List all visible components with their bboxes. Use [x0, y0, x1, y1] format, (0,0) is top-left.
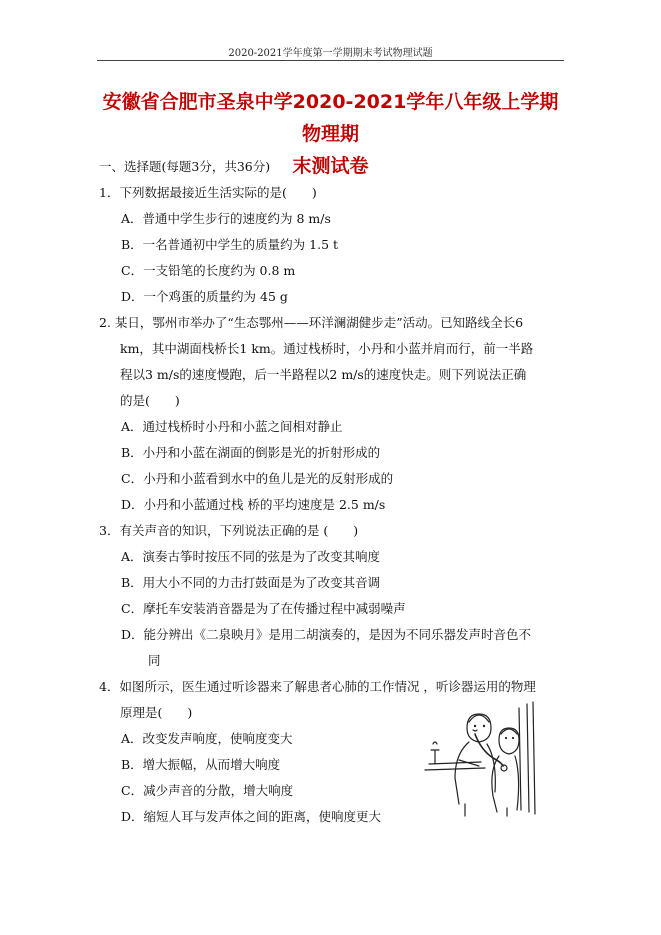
question-4-stem-line-2: 原理是( ) [120, 705, 193, 720]
question-2-option-b: B．小丹和小蓝在湖面的倒影是光的折射形成的 [121, 445, 381, 460]
question-4-option-d: D．缩短人耳与发声体之间的距离，使响度更大 [121, 809, 382, 824]
header-rule [97, 60, 564, 61]
question-4-option-a: A．改变发声响度，使响度变大 [121, 731, 293, 746]
question-1-option-c: C．一支铅笔的长度约为 0.8 m [121, 263, 296, 278]
exam-title-line-1: 安徽省合肥市圣泉中学2020-2021学年八年级上学期物理期 [102, 91, 559, 145]
question-2-stem-line-4: 的是( ) [120, 393, 180, 408]
doctor-stethoscope-illustration [415, 700, 541, 818]
question-2-option-d: D．小丹和小蓝通过栈 桥的平均速度是 2.5 m/s [121, 497, 386, 512]
question-4-stem-line-1: 4．如图所示，医生通过听诊器来了解患者心肺的工作情况 ，听诊器运用的物理 [99, 679, 536, 694]
question-1-stem: 1．下列数据最接近生活实际的是( ) [99, 185, 317, 200]
question-3-stem: 3．有关声音的知识，下列说法正确的是 ( ) [99, 523, 359, 538]
section-heading: 一、选择题(每题3分，共36分) [99, 159, 271, 174]
question-2-option-c: C．小丹和小蓝看到水中的鱼儿是光的反射形成的 [121, 471, 394, 486]
question-4-option-b: B．增大振幅，从而增大响度 [121, 757, 281, 772]
question-3-option-a: A．演奏古筝时按压不同的弦是为了改变其响度 [121, 549, 381, 564]
question-4-option-c: C．减少声音的分散，增大响度 [121, 783, 294, 798]
question-3-option-d-continuation: 同 [148, 653, 161, 668]
page-header: 2020-2021学年度第一学期期末考试物理试题 [228, 48, 433, 59]
question-3-option-c: C．摩托车安装消音器是为了在传播过程中减弱噪声 [121, 601, 406, 616]
question-3-option-b: B．用大小不同的力击打鼓面是为了改变其音调 [121, 575, 381, 590]
question-2-stem-line-1: 2. 某日，鄂州市举办了“生态鄂州——环洋澜湖健步走”活动。已知路线全长6 [99, 315, 524, 330]
question-1-option-b: B．一名普通初中学生的质量约为 1.5 t [121, 237, 339, 252]
question-2-stem-line-3: 程以3 m/s的速度慢跑，后一半路程以2 m/s的速度快走。则下列说法正确 [120, 367, 527, 382]
question-2-option-a: A．通过栈桥时小丹和小蓝之间相对静止 [121, 419, 343, 434]
question-3-option-d: D．能分辨出《二泉映月》是用二胡演奏的，是因为不同乐器发声时音色不 [121, 627, 532, 642]
question-1-option-a: A．普通中学生步行的速度约为 8 m/s [121, 211, 331, 226]
exam-title-line-2: 末测试卷 [292, 155, 369, 177]
question-2-stem-line-2: km，其中湖面栈桥长1 km。通过栈桥时，小丹和小蓝并肩而行，前一半路 [120, 341, 534, 356]
question-1-option-d: D．一个鸡蛋的质量约为 45 g [121, 289, 288, 304]
